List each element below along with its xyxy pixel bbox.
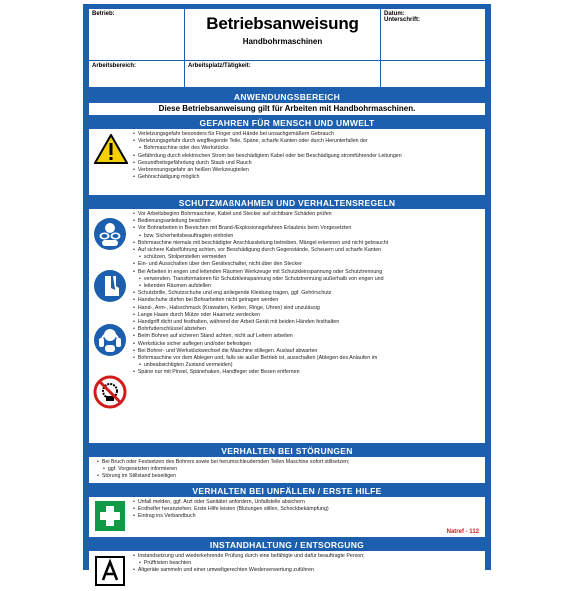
section-heading-unfaelle: VERHALTEN BEI UNFÄLLEN / ERSTE HILFE xyxy=(89,485,485,497)
schutz-list xyxy=(133,211,483,377)
datum-cell xyxy=(381,9,485,61)
list-item: • Unfall melden, ggf. Arzt oder Sanitäter anfordern, Unfallstelle absichern xyxy=(133,499,483,506)
list-item: • Lange Haare durch Mütze oder Haarnetz verdecken xyxy=(133,312,483,319)
arbeitsbereich-cell xyxy=(89,61,185,87)
section-heading-instandhaltung: INSTANDHALTUNG / ENTSORGUNG xyxy=(89,539,485,551)
boots-icon xyxy=(93,269,127,303)
list-item: • Bohrfutterschlüssel abziehen xyxy=(133,326,483,333)
list-item: • Instandsetzung und wiederkehrende Prüfung durch eine befähigte und dafür beauftragte Person; xyxy=(133,553,483,560)
list-item: • Verletzungsgefahr besonders für Finger und Hände bei unsachgemäßem Gebrauch xyxy=(133,131,483,138)
list-item: • Bohrmaschine vor dem Ablegen und, falls sie außer Betrieb ist, ausschalten (Ablegen des Anlaufen im xyxy=(133,355,483,362)
list-item: • Beim Bohren auf sicheren Stand achten, nicht auf Leitern arbeiten xyxy=(133,333,483,340)
list-item: • Bohrmaschine niemals mit beschädigter Anschlussleitung betreiben, Mängel erkennen und nicht gebraucht xyxy=(133,240,483,247)
list-item: • Vor Arbeitsbeginn Bohrmaschine, Kabel und Stecker auf sichtbare Schäden prüfen xyxy=(133,211,483,218)
instandhaltung-list xyxy=(133,553,483,575)
arbeitsplatz-cell xyxy=(185,61,381,87)
list-item: • Eintrag ins Verbandbuch xyxy=(133,513,483,520)
arbeitsbereich-label: Arbeitsbereich: xyxy=(92,63,137,69)
stoerungen-panel xyxy=(89,457,485,483)
list-item: • Handgriff dicht und festhalten, während der Arbeit Gerät mit beiden Händen festhalten xyxy=(133,319,483,326)
list-item: • bzw. Sicherheitsbeauftragten einholen xyxy=(133,233,483,240)
gefahren-panel xyxy=(89,129,485,195)
stoerungen-list xyxy=(97,459,483,481)
scope-text: Diese Betriebsanweisung gilt für Arbeiten mit Handbohrmaschinen. xyxy=(89,103,485,115)
ear-protection-icon xyxy=(93,323,127,357)
list-item: • Späne nur mit Pinsel, Spänehaken, Handfeger oder Besen entfernen xyxy=(133,369,483,376)
emergency-number: Natref - 112 xyxy=(446,529,479,535)
page-subtitle: Handbohrmaschinen xyxy=(242,37,323,46)
list-item: • ggf. Vorgesetzten informieren xyxy=(97,466,483,473)
section-heading-stoerungen: VERHALTEN BEI STÖRUNGEN xyxy=(89,445,485,457)
letter-a-icon xyxy=(95,556,125,586)
list-item: • Bohrmaschine oder des Werkstücks xyxy=(133,145,483,152)
no-jewelry-icon xyxy=(93,375,127,409)
list-item: • Störung im Stillstand beseitigen xyxy=(97,473,483,480)
unfaelle-list xyxy=(133,499,483,521)
list-item: • Bedienungsanleitung beachten xyxy=(133,218,483,225)
list-item: • verwenden. Transformatoren für Schutzkleinspannung oder Schutztrennung außerhalb von engen und xyxy=(133,276,483,283)
section-heading-schutz: SCHUTZMAßNAHMEN UND VERHALTENSREGELN xyxy=(89,197,485,209)
list-item: • Schutzbrille, Schutzschuhe und eng anliegende Kleidung tragen, ggf. Gehörschutz xyxy=(133,290,483,297)
goggles-icon xyxy=(93,217,127,251)
list-item: • unbeabsichtigten Zustand vermeiden) xyxy=(133,362,483,369)
list-item: • leitenden Räumen aufstellen xyxy=(133,283,483,290)
list-item: • Gefährdung durch elektrischen Strom bei beschädigtem Kabel oder bei Beschädigung stromführender Leitungen xyxy=(133,153,483,160)
header-block xyxy=(89,9,485,87)
list-item: • Verletzungsgefahr durch wegfliegende Teile, Späne, scharfe Kanten oder durch Herunterfallen der xyxy=(133,138,483,145)
list-item: • Ersthelfer heranziehen. Erste Hilfe leisten (Blutungen stillen, Schockbekämpfung) xyxy=(133,506,483,513)
list-item: • Gesundheitsgefährdung durch Staub und Rauch xyxy=(133,160,483,167)
empty-cell xyxy=(381,61,485,87)
list-item: • Ein- und Ausschalten über den Geräteschalter, nicht über den Stecker xyxy=(133,261,483,268)
list-item: • Bei Bruch oder Festsetzen des Bohrers sowie bei herumschleudernden Teilen Maschine sofort stillsetzen; xyxy=(97,459,483,466)
section-heading-anwendung: ANWENDUNGSBEREICH xyxy=(89,91,485,103)
arbeitsplatz-label: Arbeitsplatz/Tätigkeit: xyxy=(188,63,251,69)
betrieb-cell xyxy=(89,9,185,61)
page-title: Betriebsanweisung xyxy=(206,14,359,33)
schutz-panel xyxy=(89,209,485,443)
list-item: • Prüffristen beachten xyxy=(133,560,483,567)
list-item: • Gehörschädigung möglich xyxy=(133,174,483,181)
sheet-inner xyxy=(89,9,485,574)
list-item: • Hand-, Arm-, Halsschmuck (Krawatten, Ketten, Ringe, Uhren) sind unzulässig xyxy=(133,305,483,312)
title-cell xyxy=(185,9,381,61)
list-item: • Handschuhe dürfen bei Bohrarbeiten nicht getragen werden xyxy=(133,297,483,304)
datum-label: Datum: xyxy=(384,11,405,17)
unterschrift-label: Unterschrift: xyxy=(384,17,421,23)
gefahren-list xyxy=(133,131,483,181)
list-item: • schützen, Stolperstellen vermeiden xyxy=(133,254,483,261)
first-aid-icon xyxy=(95,501,125,531)
list-item: • Altgeräte sammeln und einer umweltgerechten Wiederverwertung zuführen xyxy=(133,567,483,574)
list-item: • Werkstücke sicher auflegen und/oder befestigen xyxy=(133,341,483,348)
unfaelle-panel xyxy=(89,497,485,537)
list-item: • Bei Bohrer- und Werkstückwechsel die Maschine stillegen. Auslauf abwarten xyxy=(133,348,483,355)
warning-triangle-icon xyxy=(94,134,128,164)
section-heading-gefahren: GEFAHREN FÜR MENSCH UND UMWELT xyxy=(89,117,485,129)
instandhaltung-panel xyxy=(89,551,485,591)
betrieb-label: Betrieb: xyxy=(92,11,115,17)
list-item: • Bei Arbeiten in engen und leitenden Räumen Werkzeuge mit Schutzkleinspannung oder Schutztrennung xyxy=(133,269,483,276)
instruction-sheet xyxy=(83,4,491,574)
list-item: • Auf sichere Kabelführung achten, vor Beschädigung durch Gegenstände, Scheuern und scharfe Kanten xyxy=(133,247,483,254)
list-item: • Verbrennungsgefahr an heißen Werkzeugteilen xyxy=(133,167,483,174)
list-item: • Vor Bohrarbeiten in Bereichen mit Brand-/Explosionsgefahren Erlaubnis beim Vorgesetzten xyxy=(133,225,483,232)
